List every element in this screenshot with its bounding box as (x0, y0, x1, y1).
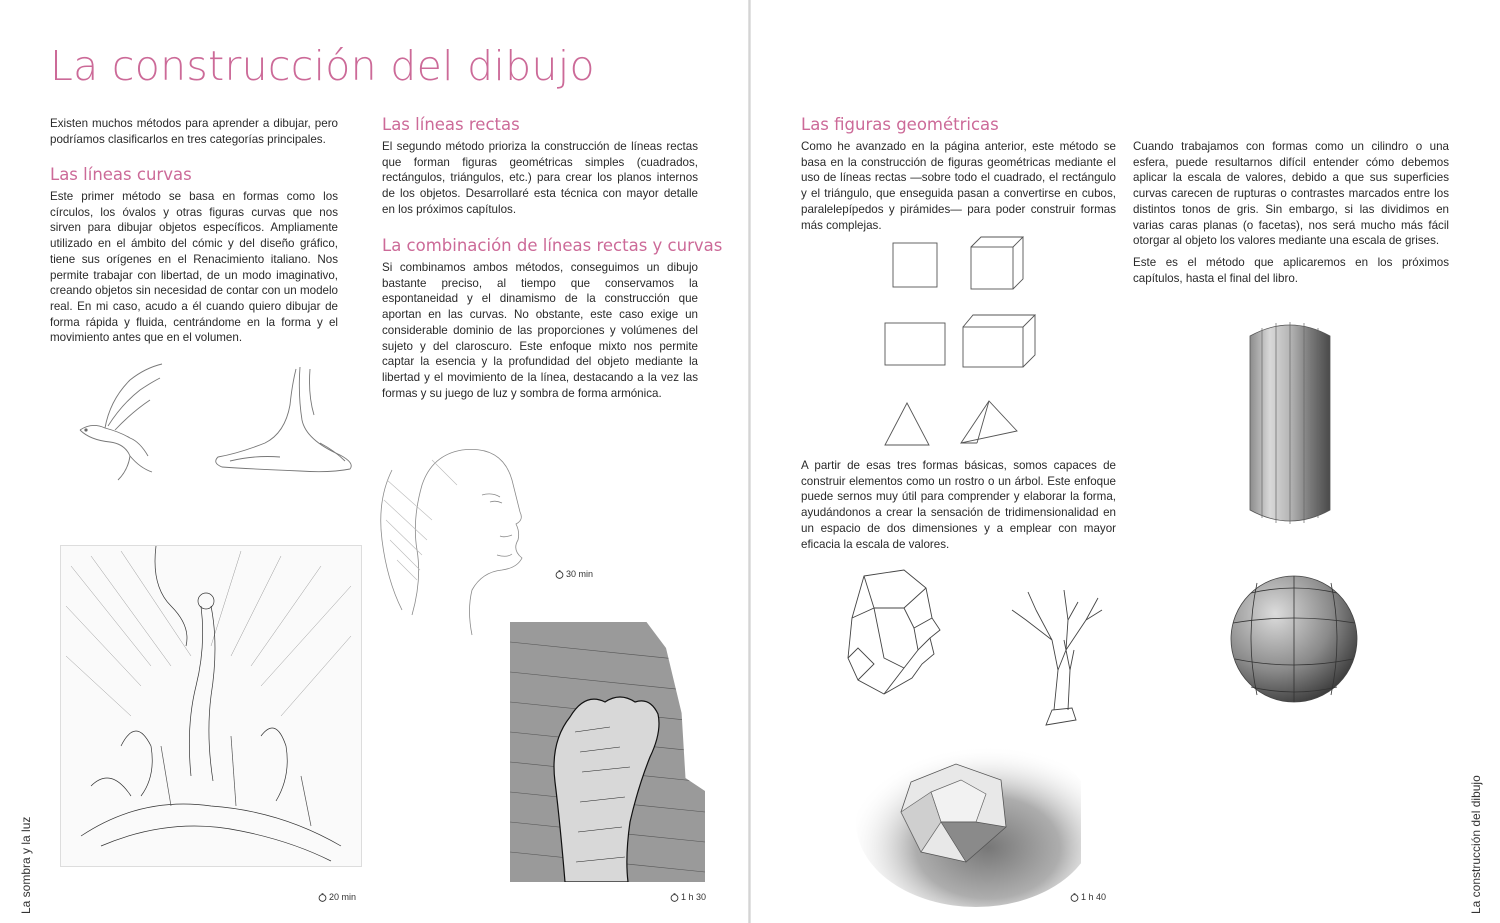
foot-sketch (210, 365, 360, 480)
pyramid-shape (961, 401, 1017, 443)
hand-engraving (510, 622, 705, 882)
faceted-sphere-drawing (1227, 573, 1361, 705)
intro-text: Existen muchos métodos para aprender a dibujar, pero podríamos clasificarlos en tres categorías principales. (50, 117, 338, 146)
heading-geometric: Las figuras geométricas (801, 115, 999, 134)
box-shape (963, 315, 1035, 367)
dodecahedron-drawing (841, 712, 1081, 907)
cube-shape (971, 237, 1023, 289)
clock-icon (318, 893, 327, 902)
faceted-cylinder-drawing (1244, 318, 1336, 528)
right-side-label: La construcción del dibujo (1469, 775, 1483, 914)
clock-icon (1070, 893, 1079, 902)
straight-text: El segundo método prioriza la construcción de líneas rectas que forman figuras geométricas simples (cuadrados, rectángulos, triángulos, etc.) para crear los planos internos de los objetos. Desarrollaré esta técnica con mayor detalle en los próximos capítulos. (382, 140, 698, 216)
dove-sketch (70, 360, 170, 490)
hand-timer: 1 h 30 (670, 892, 706, 902)
left-side-label: La sombra y la luz (19, 816, 33, 914)
square-shape (893, 243, 937, 287)
dodecahedron-timer: 1 h 40 (1070, 892, 1106, 902)
heading-straight: Las líneas rectas (382, 115, 520, 134)
facets-text: Cuando trabajamos con formas como un cilindro o una esfera, puede resultarnos difícil entender cómo debemos aplicar la escala de valores, debido a que sus superficies curvas carecen de rupturas o contrastes marcados entre los distintos tonos de gris. Sin embargo, si las dividimos en varias caras planas (o facetas), nos será mucho más fácil otorgar al objeto los valores mediante una escala de grises. Este es el método que aplicaremos en los próximos capítulos, hasta el final del libro. (1133, 140, 1449, 285)
geometric-text: Como he avanzado en la página anterior, este método se basa en la construcción de figuras geométricas mediante el uso de líneas rectas —sobre todo el cuadrado, el rectángulo y el triángulo, que enseguida pasan a convertirse en cubos, paralelepípedos y pirámides— para poder construir formas más complejas. (801, 140, 1116, 232)
crowd-scene-sketch (60, 545, 362, 867)
clock-icon (555, 570, 564, 579)
geometric-face-drawing (844, 568, 944, 698)
portrait-timer: 30 min (555, 569, 593, 579)
rectangle-shape (885, 323, 945, 365)
left-page (0, 0, 749, 923)
curves-text: Este primer método se basa en formas como los círculos, los óvalos y otras figuras curvas que nos sirven para dibujar objetos específicos. Ampliamente utilizado en el ámbito del cómic y del diseño gráfico, tiene sus orígenes en el Renacimiento italiano. Nos permite trabajar con libertad, de un modo imaginativo, creando objetos sin necesidad de contar con un modelo real. En mi caso, acudo a él cuando quiero dibujar de forma rápida y fluida, centrándome en la forma y el movimiento antes que en el volumen. (50, 190, 338, 345)
clock-icon (670, 893, 679, 902)
scene-timer: 20 min (318, 892, 356, 902)
basic-shapes-drawing (881, 235, 1041, 450)
geometric-tree-drawing (1006, 580, 1111, 730)
triangle-shape (885, 403, 929, 445)
combination-text: Si combinamos ambos métodos, conseguimos un dibujo bastante preciso, al tiempo que conservamos la espontaneidad y el dinamismo de la construcción que aportan en las curvas. No obstante, este caso exige un considerable dominio de las proporciones y volúmenes del sujeto y del claroscuro. Este enfoque mixto nos permite captar la esencia y la profundidad del objeto mediante la libertad y el movimiento de la línea, destacando a la vez las formas y su juego de luz y sombra de forma armónica. (382, 261, 698, 400)
heading-combination: La combinación de líneas rectas y curvas (382, 236, 723, 255)
heading-curves: Las líneas curvas (50, 165, 192, 184)
portrait-sketch (372, 440, 537, 640)
right-page (751, 0, 1500, 923)
construction-text: A partir de esas tres formas básicas, somos capaces de construir elementos como un rostro o un árbol. Este enfoque puede sernos muy útil para comprender y elaborar la forma, ayudándonos a crear la sensación de tridimensionalidad en un espacio de dos dimensiones y a emplear con mayor eficacia la escala de valores. (801, 459, 1116, 551)
page-title: La construcción del dibujo (50, 42, 595, 90)
